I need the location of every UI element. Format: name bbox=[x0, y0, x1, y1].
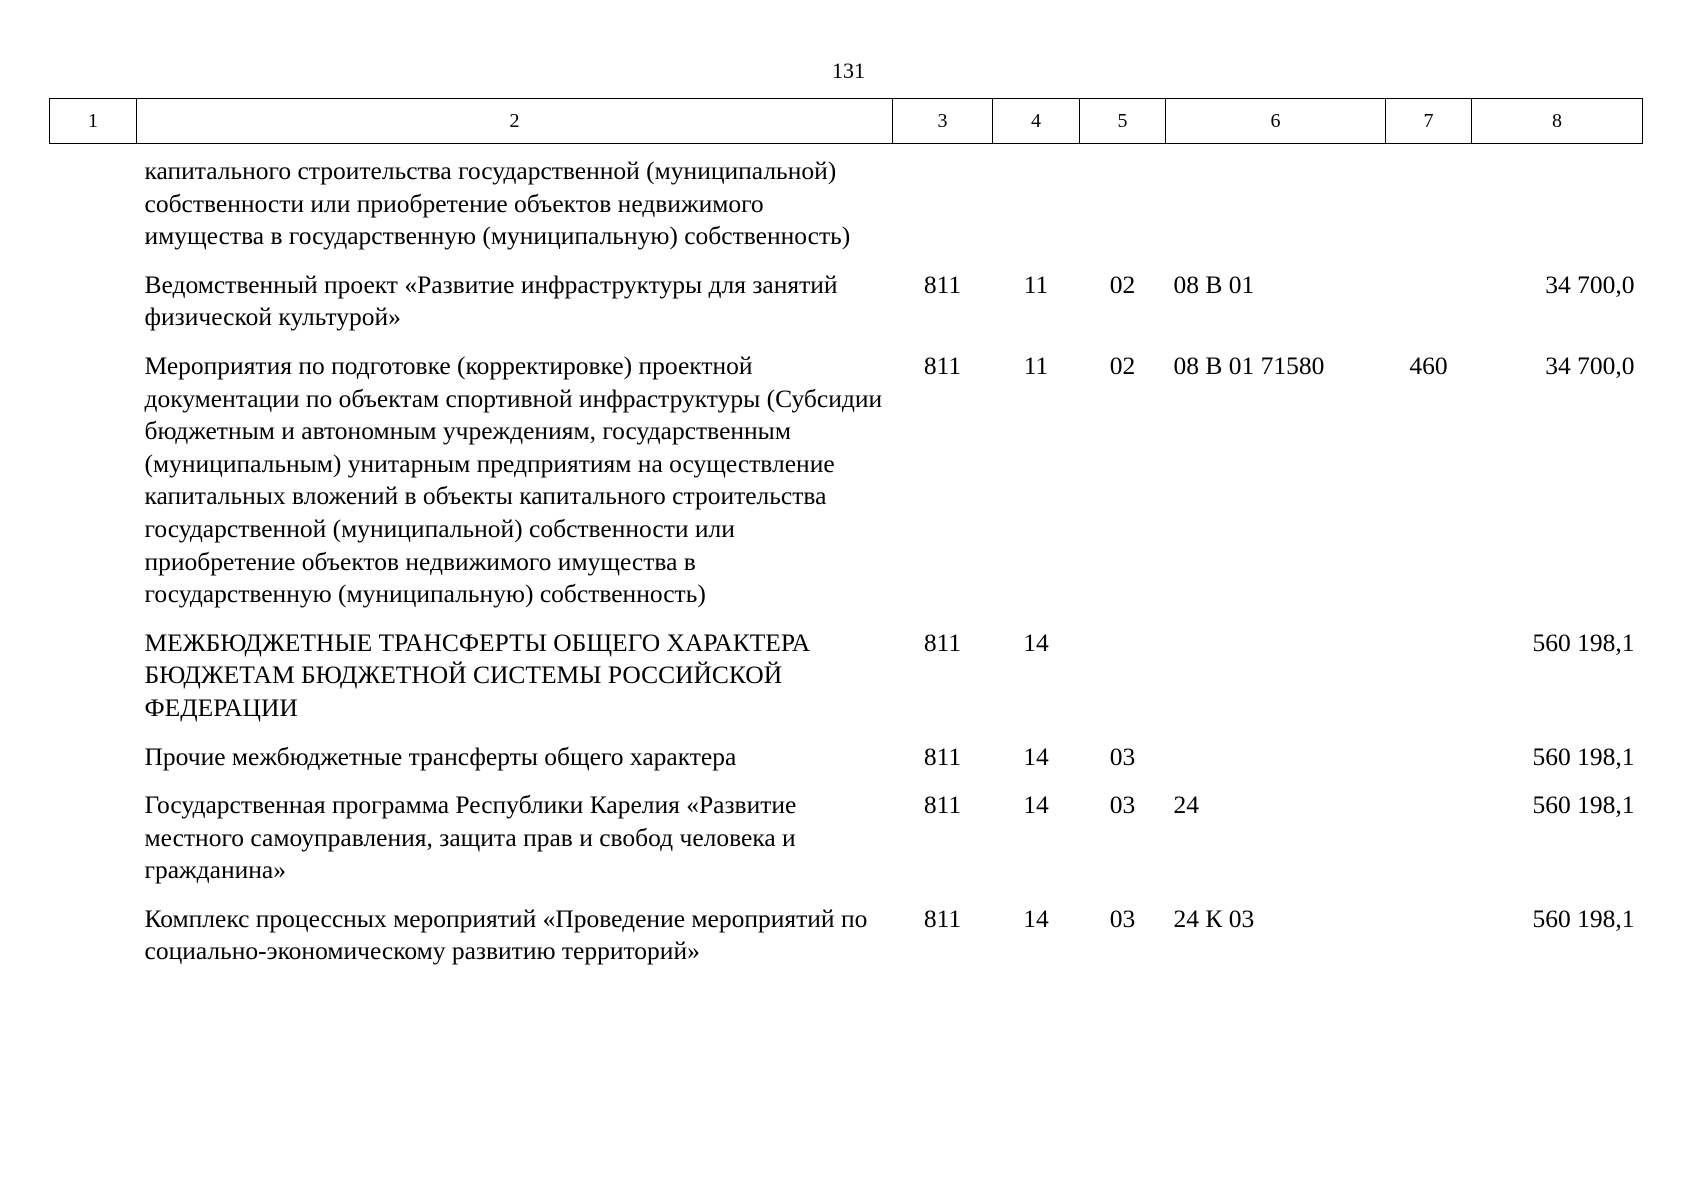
row-index-cell bbox=[50, 789, 137, 903]
row-name: Ведомственный проект «Развитие инфраструктуры для занятий физической культурой» bbox=[144, 269, 838, 332]
row-vr bbox=[1386, 741, 1472, 790]
row-vr bbox=[1386, 269, 1472, 350]
row-vr bbox=[1386, 627, 1472, 741]
row-sum: 560 198,1 bbox=[1532, 741, 1635, 771]
row-sum: 34 700,0 bbox=[1545, 269, 1635, 299]
row-index-cell bbox=[50, 144, 137, 269]
table-row bbox=[50, 350, 1643, 627]
row-name: МЕЖБЮДЖЕТНЫЕ ТРАНСФЕРТЫ ОБЩЕГО ХАРАКТЕРА БЮДЖЕТАМ БЮДЖЕТНОЙ СИСТЕМЫ РОССИЙСКОЙ ФЕДЕРАЦИИ bbox=[144, 627, 811, 722]
header-col-6: 6 bbox=[1166, 99, 1386, 144]
budget-table bbox=[49, 98, 1643, 984]
row-rz: 14 bbox=[1023, 903, 1049, 933]
table-row bbox=[50, 741, 1643, 790]
row-index-cell bbox=[50, 269, 137, 350]
row-name: Мероприятия по подготовке (корректировке) проектной документации по объектам спортивной инфраструктуры (Субсидии бюджетным и автономным учреждениям, государственным (муниципальным) унитарным предприятиям на осуществление капитальных вложений в объекты капитального строительства государственной (муниципальной) собственности или приобретение объектов недвижимого имущества в государственную (муниципальную) собственность) bbox=[144, 350, 883, 609]
row-sum: 560 198,1 bbox=[1532, 790, 1635, 820]
row-index-cell bbox=[50, 741, 137, 790]
row-pr: 02 bbox=[1109, 350, 1136, 380]
row-ved: 811 bbox=[923, 350, 962, 380]
row-pr bbox=[1080, 627, 1166, 741]
row-name: Комплекс процессных мероприятий «Проведение мероприятий по социально-экономическому развитию территорий» bbox=[144, 903, 868, 966]
row-name: Государственная программа Республики Карелия «Развитие местного самоуправления, защита прав и свобод человека и гражданина» bbox=[144, 790, 797, 885]
row-vr bbox=[1386, 144, 1472, 269]
row-sum bbox=[1472, 144, 1643, 269]
header-col-3: 3 bbox=[893, 99, 993, 144]
header-col-7: 7 bbox=[1386, 99, 1472, 144]
row-ved: 811 bbox=[923, 790, 962, 820]
table-row bbox=[50, 269, 1643, 350]
row-pr: 03 bbox=[1109, 741, 1136, 771]
row-rz: 14 bbox=[1023, 741, 1049, 771]
row-vr bbox=[1386, 903, 1472, 984]
row-vr: 460 bbox=[1409, 350, 1448, 380]
row-rz: 11 bbox=[1023, 269, 1049, 299]
row-ved: 811 bbox=[923, 741, 962, 771]
row-index-cell bbox=[50, 627, 137, 741]
row-ved: 811 bbox=[923, 627, 962, 657]
table-row bbox=[50, 789, 1643, 903]
header-col-5: 5 bbox=[1080, 99, 1166, 144]
table-row bbox=[50, 144, 1643, 269]
row-rz: 11 bbox=[1023, 350, 1049, 380]
row-name: Прочие межбюджетные трансферты общего характера bbox=[144, 741, 737, 771]
row-sum: 34 700,0 bbox=[1545, 350, 1635, 380]
row-rz: 14 bbox=[1023, 627, 1049, 657]
row-rz: 14 bbox=[1023, 790, 1049, 820]
header-col-4: 4 bbox=[993, 99, 1080, 144]
row-csr bbox=[1166, 144, 1386, 269]
row-ved bbox=[893, 144, 993, 269]
row-index-cell bbox=[50, 903, 137, 984]
row-vr bbox=[1386, 789, 1472, 903]
row-ved: 811 bbox=[923, 269, 962, 299]
row-sum: 560 198,1 bbox=[1532, 627, 1635, 657]
row-ved: 811 bbox=[923, 903, 962, 933]
header-col-2: 2 bbox=[137, 99, 893, 144]
page-number: 131 bbox=[832, 58, 865, 83]
row-csr: 24 К 03 bbox=[1173, 903, 1255, 933]
row-index-cell bbox=[50, 350, 137, 627]
row-pr bbox=[1080, 144, 1166, 269]
row-csr: 08 В 01 bbox=[1173, 269, 1255, 299]
header-col-8: 8 bbox=[1472, 99, 1643, 144]
header-col-1: 1 bbox=[50, 99, 137, 144]
row-pr: 02 bbox=[1109, 269, 1136, 299]
row-csr bbox=[1166, 627, 1386, 741]
row-rz bbox=[993, 144, 1080, 269]
row-pr: 03 bbox=[1109, 903, 1136, 933]
row-csr: 24 bbox=[1173, 790, 1199, 820]
row-sum: 560 198,1 bbox=[1532, 903, 1635, 933]
header-row bbox=[50, 99, 1643, 144]
table-row bbox=[50, 627, 1643, 741]
row-csr: 08 В 01 71580 bbox=[1173, 350, 1325, 380]
row-name: капитального строительства государственной (муниципальной) собственности или приобретение объектов недвижимого имущества в государственную (муниципальную) собственность) bbox=[144, 156, 851, 251]
table-row bbox=[50, 903, 1643, 984]
row-csr bbox=[1166, 741, 1386, 790]
row-pr: 03 bbox=[1109, 790, 1136, 820]
